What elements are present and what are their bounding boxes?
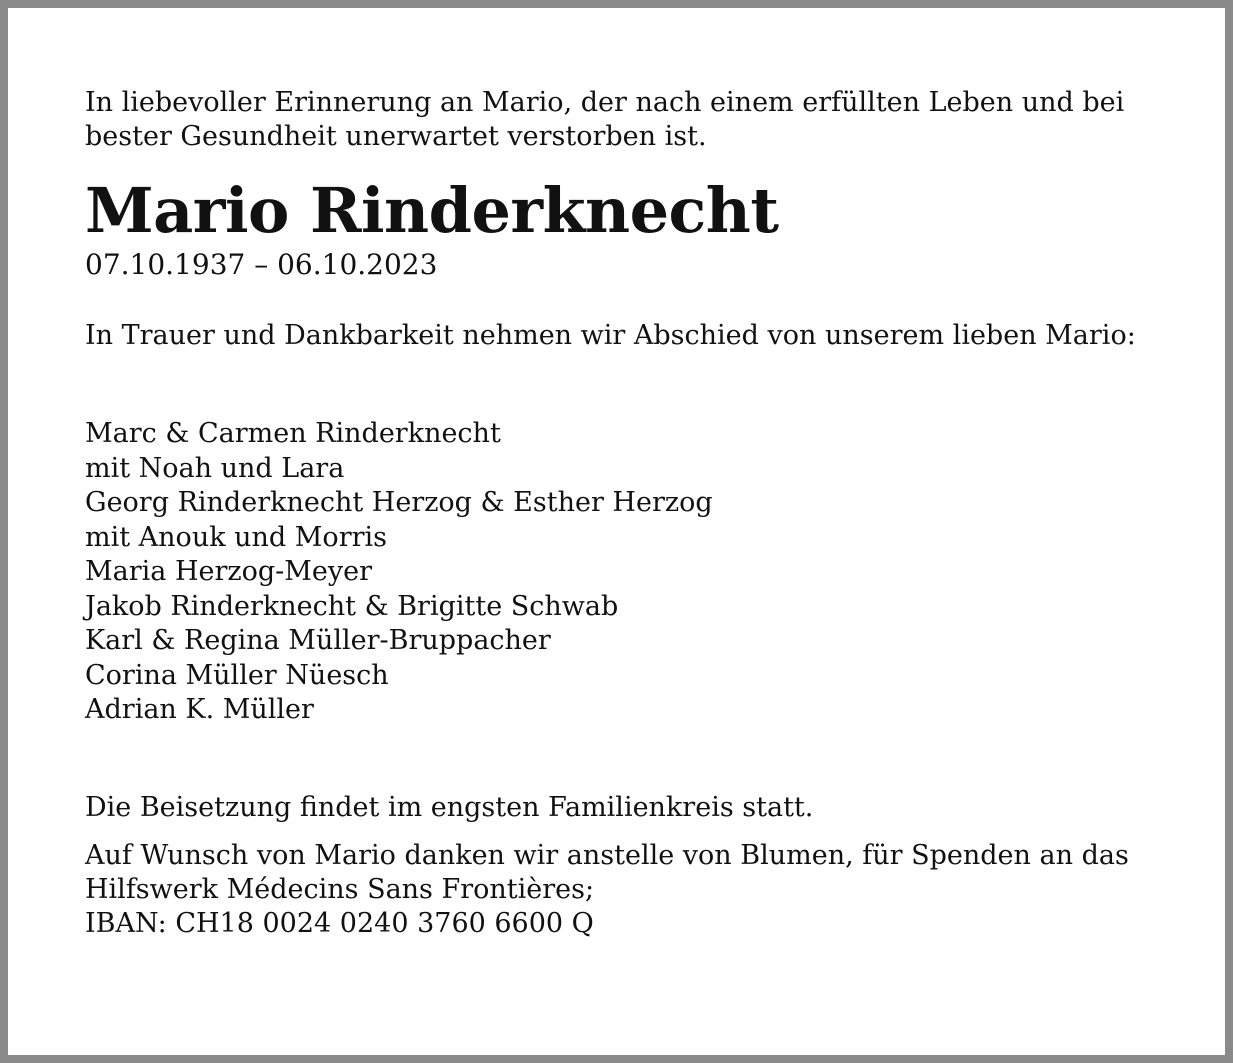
family-member: Maria Herzog-Meyer bbox=[85, 556, 373, 587]
family-member: Corina Müller Nüesch bbox=[85, 659, 389, 691]
obituary-notice bbox=[8, 8, 1225, 1055]
family-member: Jakob Rinderknecht & Brigitte Schwab bbox=[85, 590, 619, 622]
intro-text: In liebevoller Erinnerung an Mario, der nach einem erfüllten Leben und bei bester Gesundheit unerwartet verstorben ist. bbox=[85, 87, 1125, 152]
iban-number: IBAN: CH18 0024 0240 3760 6600 Q bbox=[85, 907, 594, 939]
mourning-text: In Trauer und Dankbarkeit nehmen wir Abschied von unserem lieben Mario: bbox=[85, 320, 1136, 351]
family-member: mit Anouk und Morris bbox=[85, 521, 387, 553]
family-member: Karl & Regina Müller-Bruppacher bbox=[85, 625, 551, 656]
deceased-name: Mario Rinderknecht bbox=[85, 174, 779, 247]
family-member: mit Noah und Lara bbox=[85, 452, 345, 484]
family-member: Adrian K. Müller bbox=[85, 694, 314, 725]
family-member: Marc & Carmen Rinderknecht bbox=[85, 418, 501, 449]
donation-request: Auf Wunsch von Mario danken wir anstelle von Blumen, für Spenden an das Hilfswerk Médecins Sans Frontières; bbox=[85, 839, 1129, 905]
donation-text bbox=[85, 839, 1147, 941]
life-dates: 07.10.1937 – 06.10.2023 bbox=[85, 248, 438, 281]
family-member: Georg Rinderknecht Herzog & Esther Herzog bbox=[85, 487, 713, 518]
funeral-text: Die Beisetzung findet im engsten Familienkreis statt. bbox=[85, 791, 814, 823]
notice-content bbox=[85, 86, 1147, 941]
family-list bbox=[85, 417, 1147, 728]
